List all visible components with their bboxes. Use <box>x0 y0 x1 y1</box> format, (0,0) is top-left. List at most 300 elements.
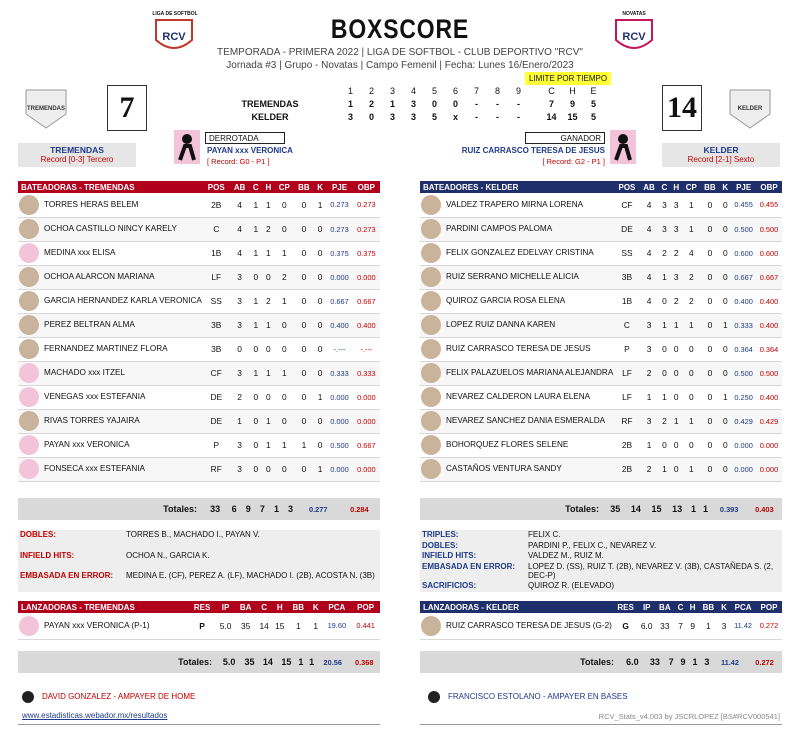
stat-cell: 0 <box>294 241 314 265</box>
stats-website-link[interactable]: www.estadisticas.webador.mx/resultados <box>22 711 168 720</box>
stat-cell: 0.600 <box>756 241 782 265</box>
table-row <box>18 265 380 289</box>
stat-cell: CF <box>203 361 230 385</box>
home-batting-table <box>420 181 782 482</box>
stat-cell: 0.667 <box>756 265 782 289</box>
stat-cell: 0 <box>701 265 720 289</box>
time-limit-badge: LIMITE POR TIEMPO <box>525 72 611 85</box>
stat-cell: 4 <box>230 193 250 217</box>
inning-label: 8 <box>494 86 500 96</box>
stat-cell: 1 <box>682 409 700 433</box>
inning-label: C <box>548 86 555 96</box>
game-info-line: Jornada #3 | Grupo - Novatas | Campo Femenil | Fecha: Lunes 16/Enero/2023 <box>226 60 574 71</box>
player-name: MEDINA xxx ELISA <box>44 248 116 258</box>
home-team-card: KELDER Record [2-1] Sexto <box>662 143 780 167</box>
table-row <box>18 385 380 409</box>
column-header: PJE <box>731 181 756 193</box>
player-avatar <box>421 339 441 359</box>
version-footer: RCV_Stats_v4.003 by JSCRLOPEZ [BS#RCV000541] <box>598 712 780 721</box>
stat-cell: 0 <box>719 361 731 385</box>
stat-cell: 2 <box>682 265 700 289</box>
away-pitcher-record: [ Record: G0 - P1 ] <box>207 157 270 166</box>
player-name: PEREZ BELTRAN ALMA <box>44 320 135 330</box>
stat-cell: 0 <box>314 313 327 337</box>
column-header: POS <box>203 181 230 193</box>
inning-runs: 3 <box>347 112 353 122</box>
player-avatar <box>421 411 441 431</box>
stat-cell: 2 <box>230 385 250 409</box>
away-notes <box>18 530 380 592</box>
stat-cell: 0 <box>262 337 275 361</box>
table-row <box>420 337 782 361</box>
stat-cell: C <box>614 313 639 337</box>
stat-cell: 0 <box>314 265 327 289</box>
player-name: NEVAREZ SANCHEZ DANIA ESMERALDA <box>446 416 606 426</box>
table-row <box>420 193 782 217</box>
totals-value: 7 <box>668 657 674 667</box>
stat-cell: 1 <box>262 313 275 337</box>
stat-cell: 0 <box>719 217 731 241</box>
totals-value: 1 <box>273 504 279 514</box>
column-header: C <box>250 181 263 193</box>
stat-cell: 0 <box>701 457 720 481</box>
stat-cell: 3 <box>670 193 682 217</box>
player-avatar <box>421 459 441 479</box>
stat-cell: G <box>613 613 638 639</box>
stat-cell: 0.333 <box>353 361 380 385</box>
table-row <box>18 337 380 361</box>
player-name: RUIZ SERRANO MICHELLE ALICIA <box>446 272 579 282</box>
note-label: INFIELD HITS: <box>422 551 477 561</box>
player-name-cell <box>420 433 614 457</box>
table-row <box>420 433 782 457</box>
linescore <box>200 86 604 125</box>
inning-runs: 3 <box>410 99 416 109</box>
home-pitcher-status: GANADOR <box>525 132 605 144</box>
stat-cell: 1 <box>658 265 670 289</box>
stat-cell: 0 <box>670 337 682 361</box>
stat-cell: 0 <box>262 385 275 409</box>
table-row <box>420 361 782 385</box>
stat-cell: 0 <box>314 337 327 361</box>
column-header: CP <box>275 181 294 193</box>
stat-cell: C <box>203 217 230 241</box>
stat-cell: 0.500 <box>756 361 782 385</box>
stat-cell: 0 <box>670 361 682 385</box>
totals-value: 9 <box>245 504 251 514</box>
totals-value: 35 <box>244 657 255 667</box>
stat-cell: 1 <box>658 313 670 337</box>
stat-cell: 0 <box>701 409 720 433</box>
column-header: OBP <box>353 181 380 193</box>
stat-cell: 1 <box>314 385 327 409</box>
player-name: OCHOA ALARCON MARIANA <box>44 272 155 282</box>
stat-cell: 0 <box>682 433 700 457</box>
stat-cell: 0 <box>294 265 314 289</box>
column-header: POS <box>614 181 639 193</box>
inning-runs: x <box>452 112 458 122</box>
stat-cell: 1 <box>262 361 275 385</box>
stat-cell: 1 <box>250 289 263 313</box>
home-score: 14 <box>662 85 702 131</box>
stat-cell: 1 <box>250 217 263 241</box>
column-header: BA <box>235 601 256 613</box>
stat-cell: P <box>203 433 230 457</box>
stat-cell: 0.250 <box>731 385 756 409</box>
stat-cell: 3B <box>203 337 230 361</box>
note-label: EMBASADA EN ERROR: <box>422 562 516 572</box>
home-pitcher-record: [ Record: G2 - P1 ] <box>542 157 605 166</box>
away-score: 7 <box>107 85 147 131</box>
inning-runs: 5 <box>431 112 437 122</box>
stat-cell: 3 <box>658 193 670 217</box>
stat-cell: 0 <box>275 337 294 361</box>
inning-runs: - <box>496 112 499 122</box>
svg-text:TREMENDAS: TREMENDAS <box>26 106 66 112</box>
away-pitching-table <box>18 601 380 640</box>
inning-runs: 0 <box>431 99 437 109</box>
winning-pitcher-icon <box>610 130 636 164</box>
player-avatar <box>421 363 441 383</box>
stat-cell: 5.0 <box>216 613 235 639</box>
player-name: CASTAÑOS VENTURA SANDY <box>446 464 562 474</box>
note-value: PARDINI P., FELIX C., NEVAREZ V. <box>528 540 657 550</box>
column-header: H <box>272 601 288 613</box>
column-header: BB <box>699 601 718 613</box>
pitcher-name: RUIZ CARRASCO TERESA DE JESUS (G-2) <box>446 620 612 630</box>
inning-label: 7 <box>473 86 479 96</box>
stat-cell: 3B <box>614 265 639 289</box>
player-avatar <box>19 616 39 636</box>
player-avatar <box>421 616 441 636</box>
table-row <box>18 409 380 433</box>
stat-cell: 0 <box>719 241 731 265</box>
stat-cell: 0 <box>294 289 314 313</box>
svg-text:RCV: RCV <box>162 31 186 43</box>
stat-cell: LF <box>203 265 230 289</box>
stat-cell: 2 <box>658 241 670 265</box>
player-name-cell <box>18 409 203 433</box>
totals-value: 7 <box>259 504 265 514</box>
page-title: BOXSCORE <box>330 14 470 44</box>
stat-cell: 0.364 <box>756 337 782 361</box>
stat-cell: 1 <box>275 289 294 313</box>
stat-cell: 0 <box>275 409 294 433</box>
stat-cell: 1 <box>670 409 682 433</box>
stat-cell: 6.0 <box>638 613 655 639</box>
stat-cell: 1 <box>682 457 700 481</box>
stat-cell: P <box>188 613 216 639</box>
league-logo-caption: LIGA DE SOFTBOL <box>152 11 198 17</box>
inning-runs: 1 <box>389 99 395 109</box>
stat-cell: 0 <box>719 265 731 289</box>
stat-cell: 0 <box>701 241 720 265</box>
stat-cell: 1 <box>670 313 682 337</box>
inning-label: 9 <box>515 86 521 96</box>
stat-cell: 0 <box>294 457 314 481</box>
note-label: EMBASADA EN ERROR: <box>20 571 114 581</box>
player-name: GARCIA HERNANDEZ KARLA VERONICA <box>44 296 202 306</box>
stat-cell: 0 <box>294 337 314 361</box>
stat-cell: 0.000 <box>756 457 782 481</box>
inning-runs: 1 <box>347 99 353 109</box>
player-avatar <box>19 435 39 455</box>
stat-cell: -.--- <box>326 337 352 361</box>
stat-cell: 1 <box>640 385 659 409</box>
pitching-header-title: LANZADORAS - KELDER <box>420 601 613 613</box>
stat-cell: 15 <box>272 613 288 639</box>
player-avatar <box>19 195 39 215</box>
stat-cell: 0.500 <box>731 361 756 385</box>
home-umpire: DAVID GONZALEZ - AMPAYER DE HOME <box>22 691 195 703</box>
stat-cell: 1 <box>275 361 294 385</box>
inning-label: 3 <box>389 86 395 96</box>
stat-cell: 0 <box>250 409 263 433</box>
stat-cell: 2B <box>614 433 639 457</box>
player-avatar <box>19 219 39 239</box>
note-label: INFIELD HITS: <box>20 550 75 560</box>
inning-runs: - <box>475 112 478 122</box>
stat-cell: 0 <box>250 265 263 289</box>
stat-cell: 0 <box>701 313 720 337</box>
stat-cell: SS <box>614 241 639 265</box>
player-name: PAYAN xxx VERONICA <box>44 440 130 450</box>
stat-cell: 0 <box>701 337 720 361</box>
stat-cell: 0 <box>719 457 731 481</box>
stat-cell: 0.667 <box>731 265 756 289</box>
stat-cell: 0 <box>719 337 731 361</box>
totals-value: 1 <box>309 657 315 667</box>
stat-cell: 7 <box>674 613 686 639</box>
player-avatar <box>19 387 39 407</box>
stat-cell: P <box>614 337 639 361</box>
inning-runs: - <box>517 99 520 109</box>
totals-value: 1 <box>298 657 304 667</box>
stat-cell: 3 <box>640 337 659 361</box>
stat-cell: DE <box>203 385 230 409</box>
stat-cell: 0 <box>701 193 720 217</box>
totals-value: 9 <box>680 657 686 667</box>
player-name-cell <box>420 385 614 409</box>
player-avatar <box>19 315 39 335</box>
stat-cell: 4 <box>682 241 700 265</box>
stat-cell: 0.400 <box>756 289 782 313</box>
player-avatar <box>421 435 441 455</box>
stat-cell: 1 <box>262 193 275 217</box>
stat-cell: 0.000 <box>756 433 782 457</box>
stat-cell: 3 <box>230 457 250 481</box>
stat-cell: 1 <box>250 241 263 265</box>
stat-cell: 1 <box>294 433 314 457</box>
stat-cell: RF <box>203 457 230 481</box>
player-name: RUIZ CARRASCO TERESA DE JESUS <box>446 344 591 354</box>
player-name-cell <box>18 289 203 313</box>
stat-cell: 1 <box>719 313 731 337</box>
inning-runs: 3 <box>389 112 395 122</box>
table-row <box>420 457 782 481</box>
umpire-icon <box>428 691 440 703</box>
stat-cell: 0 <box>275 457 294 481</box>
stat-cell: 3 <box>230 433 250 457</box>
stat-cell: 0.000 <box>731 457 756 481</box>
stat-cell: 0 <box>250 337 263 361</box>
column-header: C <box>658 181 670 193</box>
stat-cell: 0 <box>314 289 327 313</box>
player-avatar <box>421 219 441 239</box>
table-row <box>18 361 380 385</box>
player-name: VENEGAS xxx ESTEFANIA <box>44 392 146 402</box>
away-batting-table <box>18 181 380 482</box>
player-name: FELIX PALAZUELOS MARIANA ALEJANDRA <box>446 368 614 378</box>
stat-cell: 0.667 <box>353 433 380 457</box>
player-name: FONSECA xxx ESTEFANIA <box>44 464 145 474</box>
player-avatar <box>421 291 441 311</box>
stat-cell: 1 <box>262 241 275 265</box>
stat-cell: 0 <box>294 193 314 217</box>
player-name: FELIX GONZALEZ EDELVAY CRISTINA <box>446 248 594 258</box>
player-name-cell <box>420 265 614 289</box>
stat-cell: 0.000 <box>326 457 352 481</box>
stat-cell: 0.600 <box>731 241 756 265</box>
player-name-cell <box>18 433 203 457</box>
stat-cell: 0 <box>719 289 731 313</box>
player-name-cell <box>18 337 203 361</box>
stat-cell: 1 <box>719 385 731 409</box>
stat-cell: LF <box>614 385 639 409</box>
home-team-badge <box>728 88 772 130</box>
inning-runs: 15 <box>567 112 578 122</box>
batting-header-title: BATEADORES - KELDER <box>420 181 614 193</box>
inning-runs: 14 <box>546 112 557 122</box>
player-avatar <box>19 267 39 287</box>
note-value: QUIROZ R. (ELEVADO) <box>528 581 615 591</box>
column-header: K <box>719 181 731 193</box>
stat-cell: 0.400 <box>326 313 352 337</box>
stat-cell: 1 <box>250 361 263 385</box>
player-name-cell <box>18 385 203 409</box>
stat-cell: 2 <box>658 409 670 433</box>
note-value: MEDINA E. (CF), PEREZ A. (LF), MACHADO I. (2B), ACOSTA N. (3B) <box>126 571 375 581</box>
pitcher-name-cell <box>18 613 188 639</box>
stat-cell: 0.455 <box>731 193 756 217</box>
inning-runs: 0 <box>368 112 374 122</box>
away-pitcher-status: DERROTADA <box>205 132 285 144</box>
away-team-card: TREMENDAS Record [0-3] Tercero <box>18 143 136 167</box>
stat-cell: 0 <box>314 217 327 241</box>
stat-cell: 0.500 <box>326 433 352 457</box>
stat-cell: 1 <box>230 409 250 433</box>
stat-cell: 3 <box>670 265 682 289</box>
svg-text:KELDER: KELDER <box>737 106 763 112</box>
inning-label: 6 <box>452 86 458 96</box>
totals-value: 6.0 <box>626 657 639 667</box>
stat-cell: 0.000 <box>326 265 352 289</box>
stat-cell: 0 <box>658 361 670 385</box>
stat-cell: 0.333 <box>326 361 352 385</box>
inning-label: H <box>569 86 576 96</box>
player-name: VALDEZ TRAPERO MIRNA LORENA <box>446 199 584 209</box>
stat-cell: 1 <box>314 457 327 481</box>
totals-value: 3 <box>704 657 710 667</box>
column-header: K <box>309 601 322 613</box>
stat-cell: 0.375 <box>326 241 352 265</box>
stat-cell: 0.429 <box>756 409 782 433</box>
table-row <box>420 409 782 433</box>
totals-value: 0.368 <box>354 657 374 667</box>
totals-value: 0.403 <box>755 504 774 514</box>
note-label: SACRIFICIOS: <box>422 581 477 591</box>
inning-runs: - <box>475 99 478 109</box>
column-header: OBP <box>756 181 782 193</box>
linescore-header <box>200 86 604 99</box>
player-name: QUIROZ GARCIA ROSA ELENA <box>446 296 566 306</box>
column-header: AB <box>230 181 250 193</box>
stat-cell: 1 <box>314 193 327 217</box>
stat-cell: 0.272 <box>756 613 782 639</box>
table-row <box>18 193 380 217</box>
player-name: TORRES HERAS BELEM <box>44 199 139 209</box>
stat-cell: 0 <box>294 313 314 337</box>
stat-cell: 0.000 <box>353 457 380 481</box>
player-name-cell <box>18 217 203 241</box>
table-row <box>420 613 782 639</box>
stat-cell: 0.667 <box>326 289 352 313</box>
stat-cell: 1 <box>640 433 659 457</box>
stat-cell: 0 <box>701 361 720 385</box>
column-header: RES <box>188 601 216 613</box>
stat-cell: 0.273 <box>353 217 380 241</box>
pitcher-name-cell <box>420 613 613 639</box>
stat-cell: 1 <box>288 613 309 639</box>
inning-runs: 5 <box>590 112 596 122</box>
player-name: PARDINI CAMPOS PALOMA <box>446 224 553 234</box>
stat-cell: 0 <box>250 385 263 409</box>
column-header: PCA <box>322 601 351 613</box>
stat-cell: 0.364 <box>731 337 756 361</box>
category-logo-caption: NOVATAS <box>622 11 646 17</box>
stat-cell: 33 <box>655 613 674 639</box>
home-notes <box>420 530 782 592</box>
stat-cell: 0.667 <box>353 289 380 313</box>
away-batting-totals <box>18 498 380 520</box>
inning-runs: - <box>496 99 499 109</box>
home-pitching-table <box>420 601 782 640</box>
stat-cell: 0.000 <box>353 265 380 289</box>
player-avatar <box>421 315 441 335</box>
stat-cell: 0.000 <box>353 385 380 409</box>
totals-value: 14 <box>262 657 273 667</box>
player-name-cell <box>18 361 203 385</box>
table-row <box>420 241 782 265</box>
stat-cell: 1 <box>262 409 275 433</box>
totals-label: Totales: <box>580 657 614 667</box>
stat-cell: 0.500 <box>731 217 756 241</box>
stat-cell: 2B <box>203 193 230 217</box>
note-value: TORRES B., MACHADO I., PAYAN V. <box>126 530 260 539</box>
stat-cell: RF <box>614 409 639 433</box>
inning-label: 1 <box>347 86 353 96</box>
stat-cell: DE <box>614 217 639 241</box>
stat-cell: SS <box>203 289 230 313</box>
inning-label: 5 <box>431 86 437 96</box>
stat-cell: 2 <box>682 289 700 313</box>
column-header: C <box>674 601 686 613</box>
stat-cell: -.--- <box>353 337 380 361</box>
totals-value: 13 <box>672 504 683 514</box>
stat-cell: 0.400 <box>756 313 782 337</box>
player-name: FERNANDEZ MARTINEZ FLORA <box>44 344 168 354</box>
totals-value: 1 <box>691 504 697 514</box>
